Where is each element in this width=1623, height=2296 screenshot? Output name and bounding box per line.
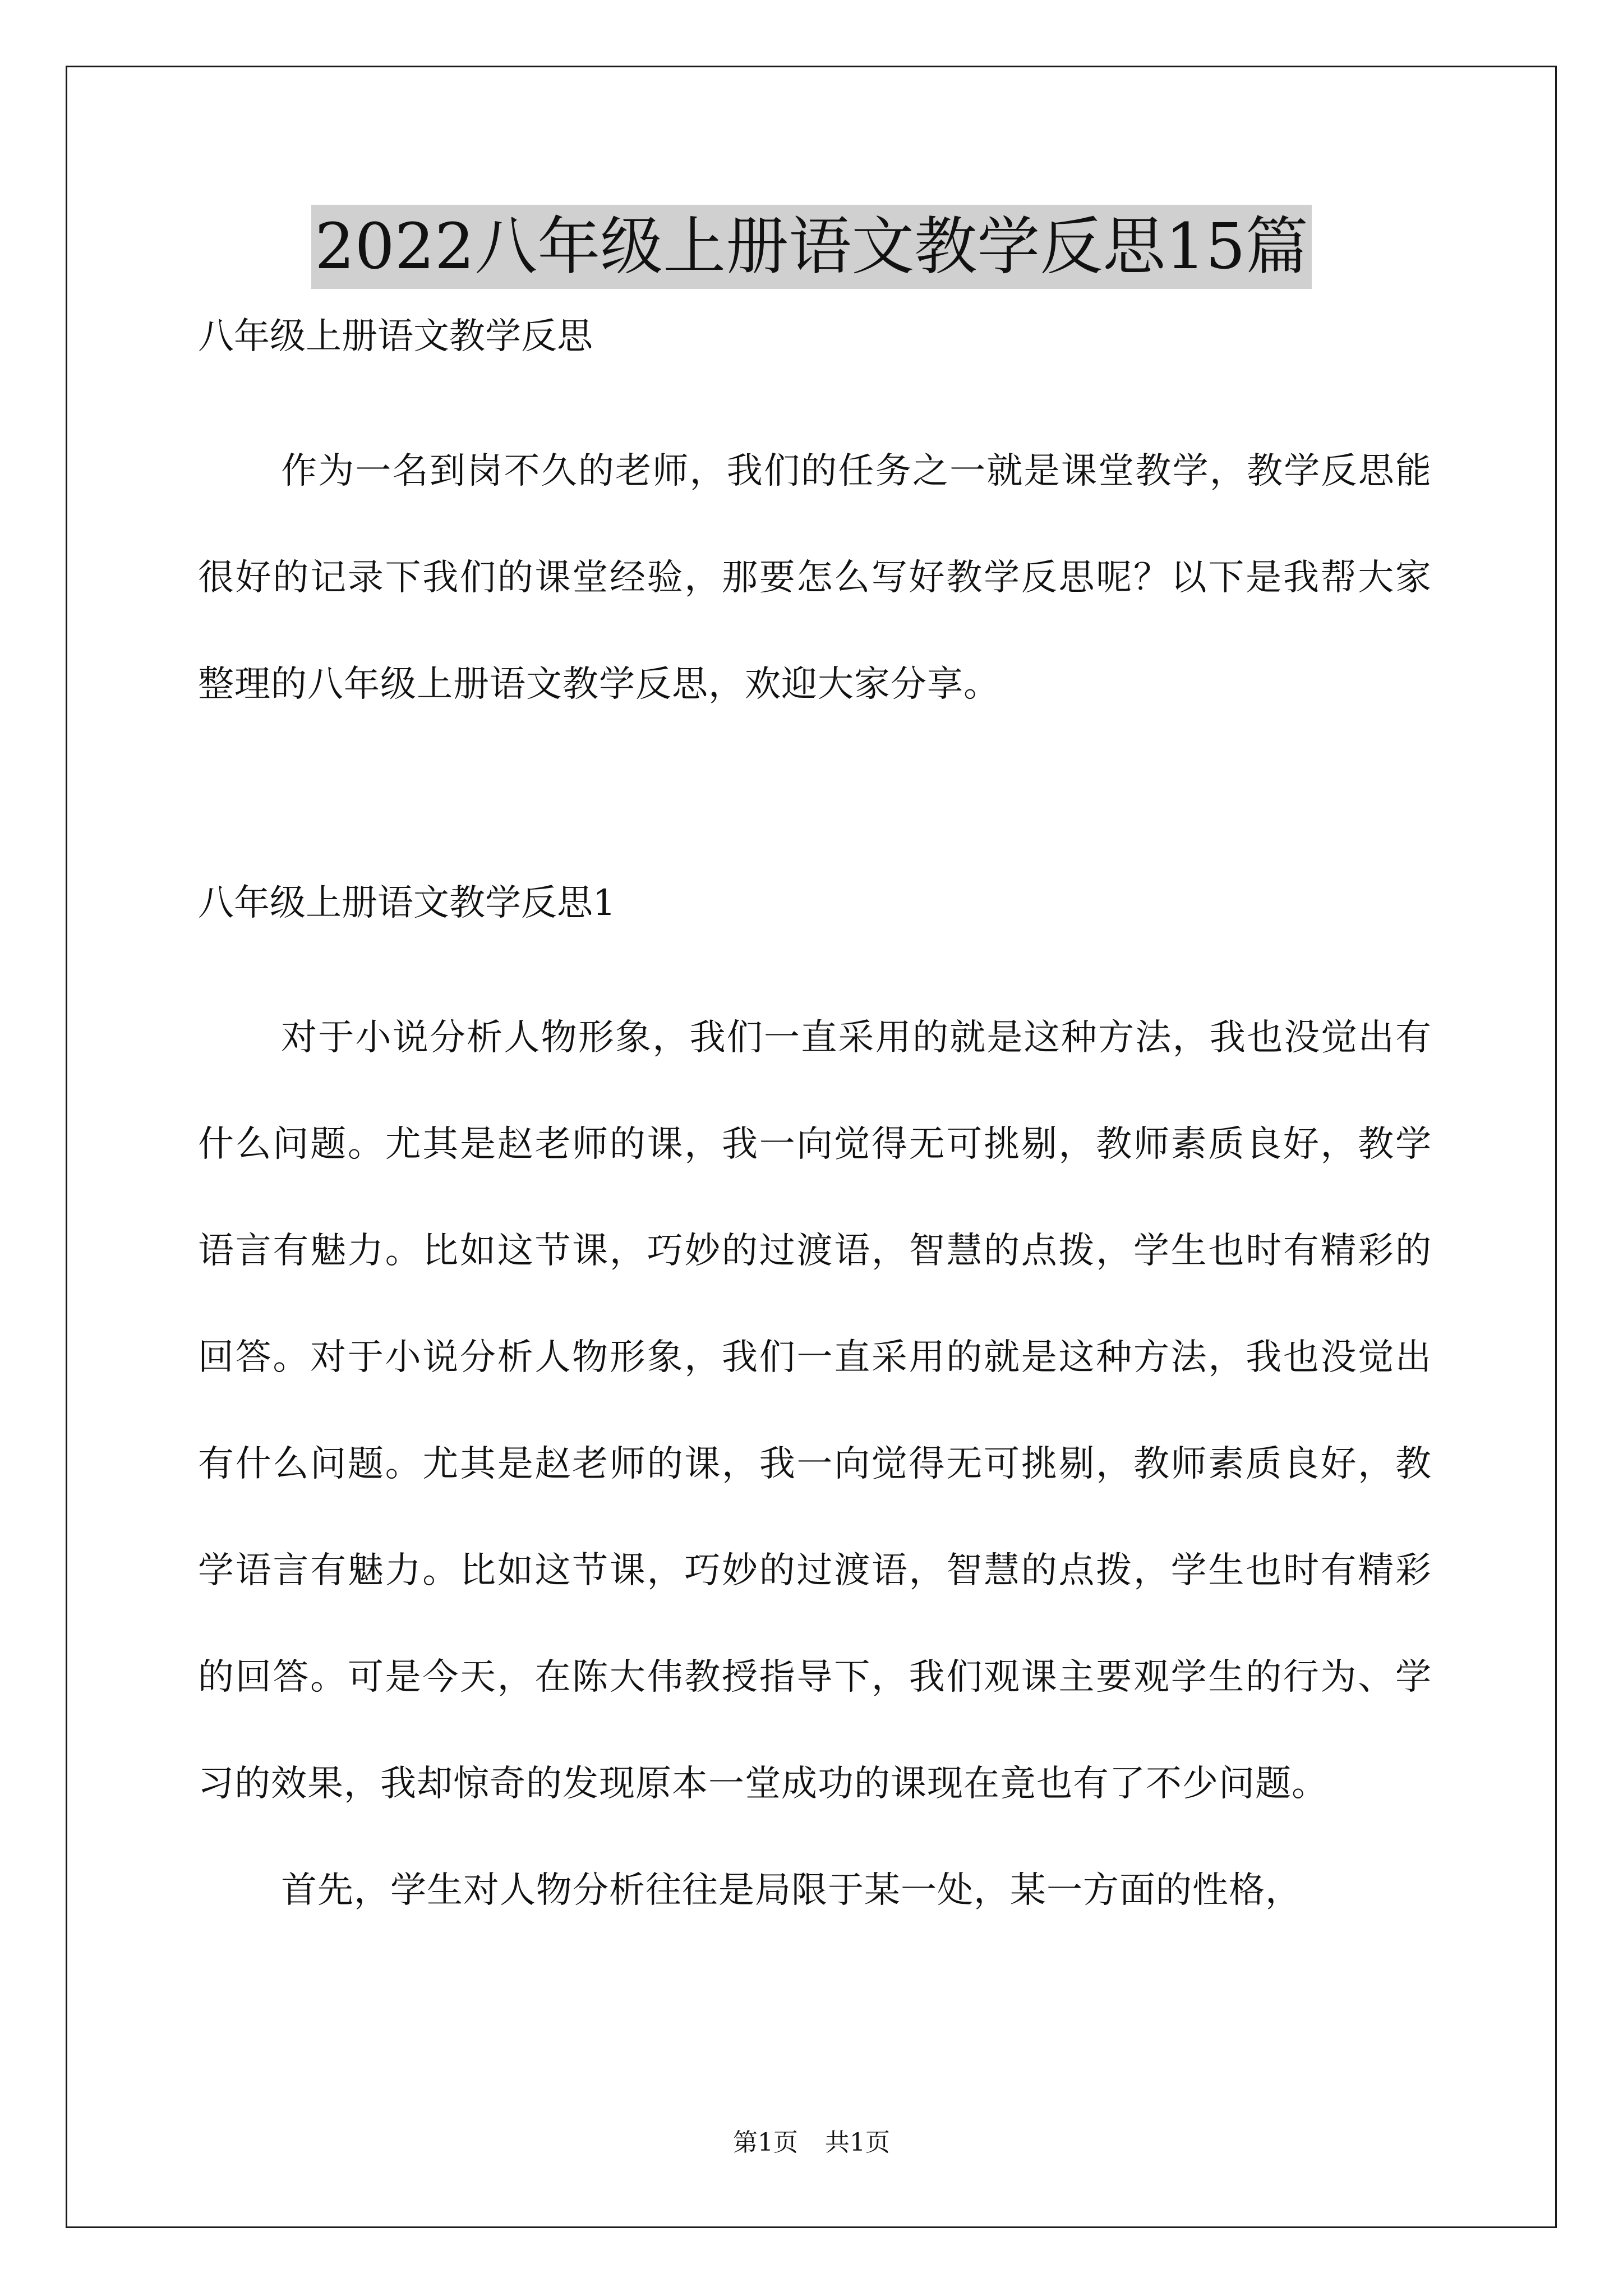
section1-paragraph-1: 对于小说分析人物形象，我们一直采用的就是这种方法，我也没觉出有什么问题。尤其是赵老师的课，我一向觉得无可挑剔，教师素质良好，教学语言有魅力。比如这节课，巧妙的过渡语，智慧的点拨，学生也时有精彩的回答。对于小说分析人物形象，我们一直采用的就是这种方法，我也没觉出有什么问题。尤其是赵老师的课，我一向觉得无可挑剔，教师素质良好，教学语言有魅力。比如这节课，巧妙的过渡语，智慧的点拨，学生也时有精彩的回答。可是今天，在陈大伟教授指导下，我们观课主要观学生的行为、学习的效果，我却惊奇的发现原本一堂成功的课现在竟也有了不少问题。 [198, 1017, 1432, 1805]
spacer [198, 362, 1432, 418]
intro-paragraph: 作为一名到岗不久的老师，我们的任务之一就是课堂教学，教学反思能很好的记录下我们的课堂经验，那要怎么写好教学反思呢？以下是我帮大家整理的八年级上册语文教学反思，欢迎大家分享。 [198, 450, 1432, 705]
section1-paragraph-2: 首先，学生对人物分析往往是局限于某一处，某一方面的性格， [281, 1870, 1302, 1911]
section1-heading: 八年级上册语文教学反思1 [198, 882, 616, 924]
page-number-total: 共1页 [825, 2128, 890, 2157]
document-title: 2022八年级上册语文教学反思15篇 [311, 205, 1312, 289]
page-footer [0, 2126, 1623, 2160]
intro-heading: 八年级上册语文教学反思 [198, 316, 593, 357]
document-body [198, 311, 1432, 1944]
spacer [198, 738, 1432, 878]
spacer [198, 928, 1432, 984]
title-container [0, 205, 1623, 289]
page-number-current: 第1页 [733, 2128, 798, 2157]
